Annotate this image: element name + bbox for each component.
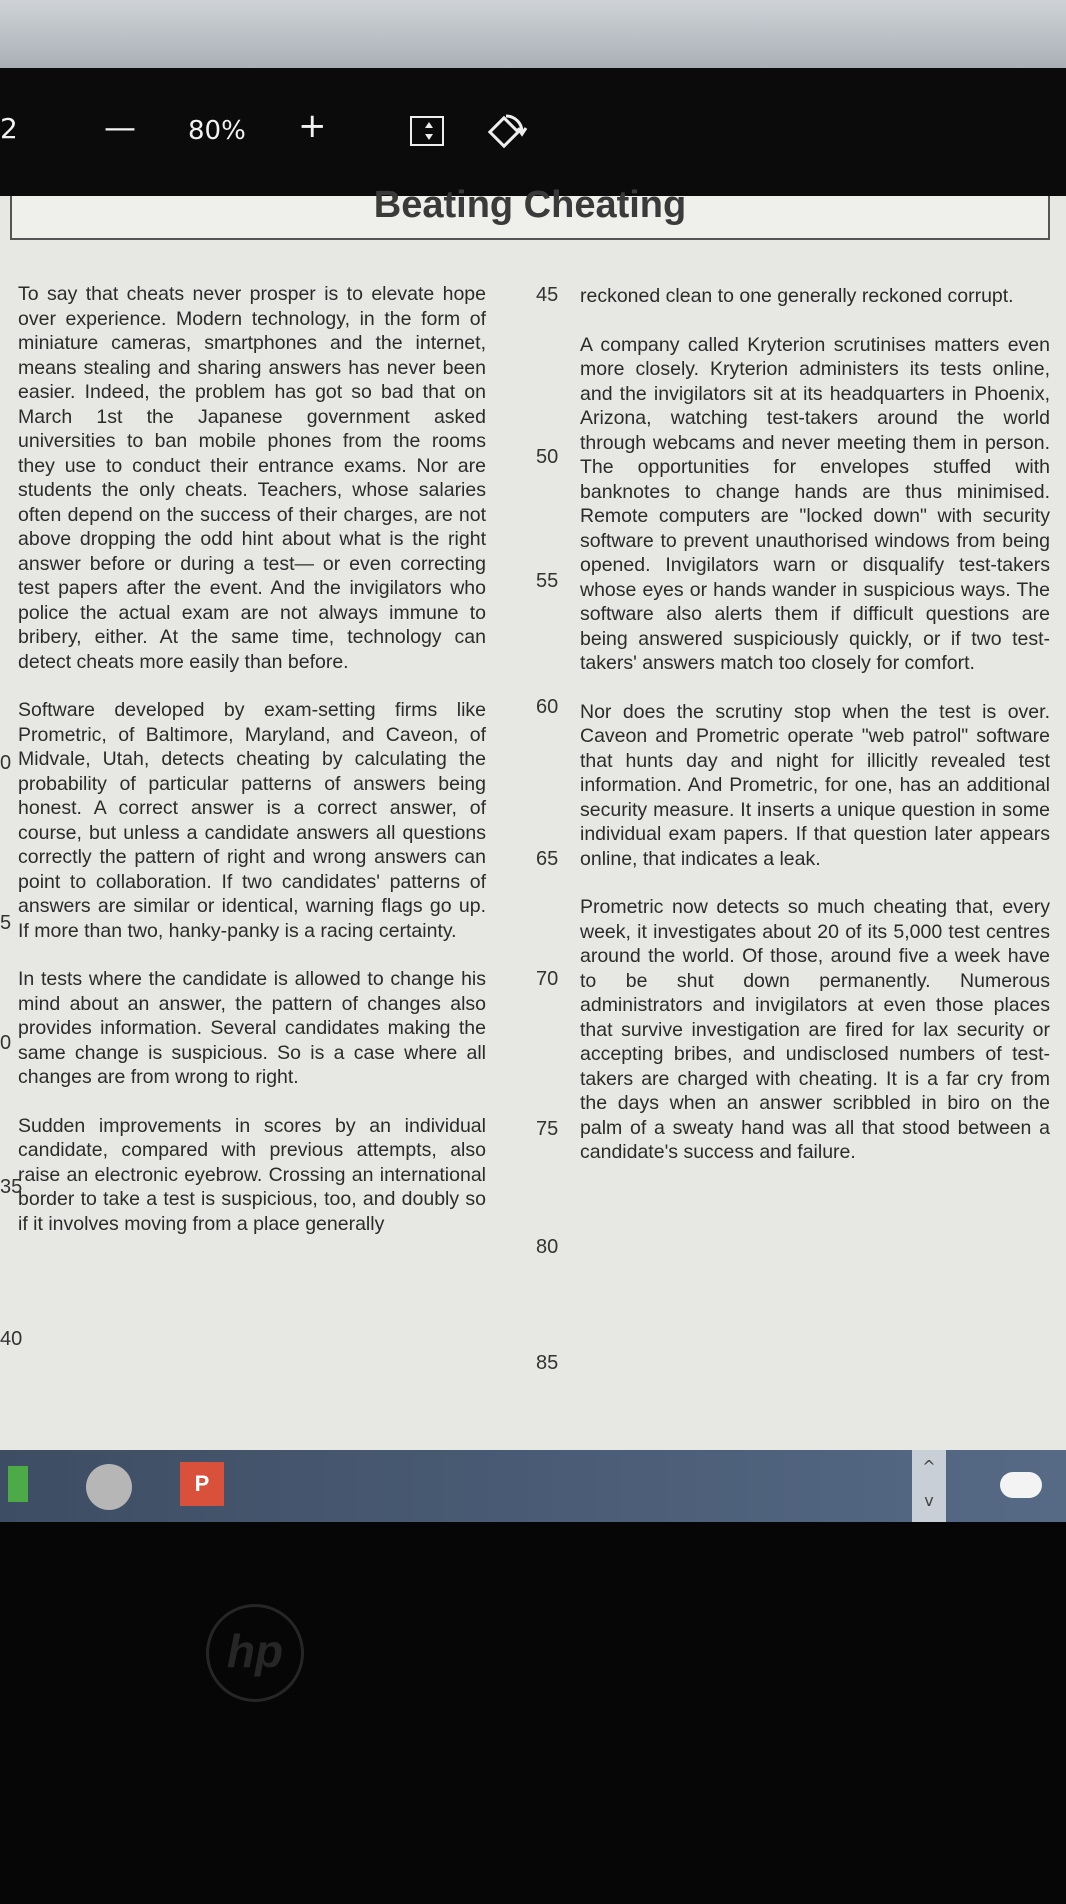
window-top-edge	[0, 0, 1066, 68]
line-number: 55	[536, 570, 559, 592]
paragraph: To say that cheats never prosper is to elevate hope over experience. Modern technology, in the form of miniature cameras, smartphones and the internet, means stealing and sharing answers has never been easier. Indeed, the problem has got so bad that on March 1st the Japanese government asked universities to ban mobile phones from the rooms they use to conduct their entrance exams. Nor are students the only cheats. Teachers, whose salaries often depend on the success of their charges, are not above dropping the odd hint about what is the right answer before or during a test— or even correcting test papers after the event. And the invigilators who police the actual exam are not always immune to bribery, either. At the same time, technology can detect cheats more easily than before.	[18, 283, 486, 673]
paragraph: reckoned clean to one generally reckoned corrupt.	[580, 285, 1014, 307]
pdf-toolbar	[0, 68, 1066, 196]
line-number: 65	[536, 848, 559, 870]
paragraph: Prometric now detects so much cheating that, every week, it investigates about 20 of its 5,000 test centres around the world. Of those, around five a week have to be shut down permanently. Numerous administrators and invigilators at even those places that survive investigation are fired for lax security or accepting bribes, and undisclosed numbers of test-takers are charged with cheating. It is a far cry from the days when an answer scribbled in biro on the palm of a sweaty hand was all that stood between a candidate's success and failure.	[580, 896, 1050, 1163]
paragraph: A company called Kryterion scrutinises matters even more closely. Kryterion administers its tests online, and the invigilators sit at its headquarters in Phoenix, Arizona, watching test-takers around the world through webcams and never meeting them in person. The opportunities for envelopes stuffed with banknotes to change hands are thus minimised. Remote computers are "locked down" with security software to prevent unauthorised windows from being opened. Invigilators warn or disqualify test-takers whose eyes or hands wander in suspicious ways. The software also alerts them if difficult questions are being answered suspiciously quickly, or if two test-takers' answers match too closely for comfort.	[580, 333, 1050, 674]
zoom-in-button[interactable]: +	[298, 106, 327, 146]
rotate-icon[interactable]	[484, 110, 528, 154]
zoom-out-button[interactable]: —	[104, 108, 136, 146]
chevron-down-icon[interactable]: v	[924, 1491, 934, 1510]
onedrive-icon[interactable]	[1000, 1472, 1042, 1498]
chevron-up-icon[interactable]: ^	[922, 1457, 936, 1476]
paragraph: Software developed by exam-setting firms like Prometric, of Baltimore, Maryland, and Caveon, of Midvale, Utah, detects cheating by calculating the probability of particular patterns of answers being honest. A correct answer is a correct answer, of course, but unless a candidate answers all questions correctly the pattern of right and wrong answers can point to collaboration. If two candidates' patterns of answers are similar or identical, warning flags go up. If more than two, hanky-panky is a racing certainty.	[18, 699, 486, 942]
line-number: 60	[536, 696, 559, 718]
chrome-icon[interactable]	[86, 1464, 132, 1510]
line-number: 50	[536, 446, 559, 468]
right-column	[580, 284, 1050, 1189]
fit-page-icon[interactable]	[410, 116, 444, 146]
powerpoint-icon[interactable]: P	[180, 1462, 224, 1506]
left-column	[18, 282, 486, 1260]
zoom-level: 80%	[188, 116, 246, 146]
paragraph: Sudden improvements in scores by an individual candidate, compared with previous attempts, also raise an electronic eyebrow. Crossing an international border to take a test is suspicious, too, and doubly so if it involves moving from a place generally	[18, 1114, 486, 1235]
line-number: 40	[0, 1328, 23, 1350]
line-number: 80	[536, 1236, 559, 1258]
line-number: 45	[536, 284, 559, 306]
line-number: 0	[0, 752, 12, 774]
paragraph: Nor does the scrutiny stop when the test is over. Caveon and Prometric operate "web patrol" software that hunts day and night for illicitly revealed test information. And Prometric, for one, has an additional security measure. It inserts a unique question in some individual exam papers. If that question later appears online, that indicates a leak.	[580, 700, 1050, 870]
taskbar	[0, 1450, 1066, 1522]
line-number: 85	[536, 1352, 559, 1374]
paragraph: In tests where the candidate is allowed to change his mind about an answer, the pattern of changes also provides information. Several candidates making the same change is suspicious. So is a case where all changes are from wrong to right.	[18, 968, 486, 1088]
laptop-bezel	[0, 1522, 1066, 1904]
page-number[interactable]: 2	[0, 112, 18, 145]
taskbar-scroll[interactable]	[912, 1450, 946, 1522]
page-title: Beating Cheating	[373, 184, 687, 226]
line-number: 75	[536, 1118, 559, 1140]
title-box	[10, 184, 1050, 240]
line-number: 35	[0, 1176, 23, 1198]
line-number: 5	[0, 912, 12, 934]
hp-logo: hp	[206, 1604, 304, 1702]
taskbar-app-icon[interactable]	[8, 1466, 28, 1502]
line-number: 70	[536, 968, 559, 990]
line-number: 0	[0, 1032, 12, 1054]
document-page	[0, 184, 1066, 1450]
